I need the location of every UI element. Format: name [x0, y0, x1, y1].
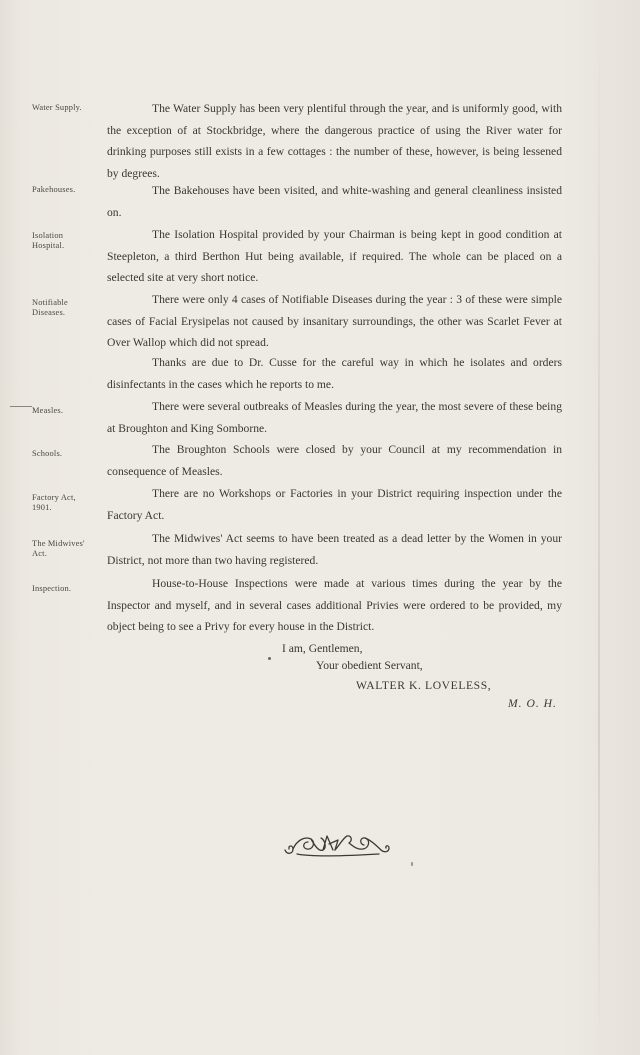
ink-speck — [268, 657, 271, 660]
paragraph-text: The Broughton Schools were closed by your Council at my recommendation in consequence of Measles. — [107, 443, 562, 478]
paragraph-schools — [107, 439, 562, 482]
decorative-flourish-icon — [283, 830, 393, 858]
paragraph-midwives-act — [107, 528, 562, 571]
margin-note-bakehouses: Pakehouses. — [32, 185, 76, 194]
margin-note-isolation-hospital: Isolation Hospital. — [32, 231, 65, 250]
paragraph-text: There were several outbreaks of Measles during the year, the most severe of these being at Broughton and King Somborne. — [107, 400, 562, 435]
paragraph-text: The Water Supply has been very plentiful through the year, and is uniformly good, with the exception of at Stockbridge, where the dangerous practice of using the River water for drinking purposes still exists in a few cottages : the number of these, however, is being lessened by degrees. — [107, 102, 562, 180]
paragraph-text: Thanks are due to Dr. Cusse for the careful way in which he isolates and orders disinfectants in the cases which he reports to me. — [107, 356, 562, 391]
signature-title: M. O. H. — [508, 697, 557, 710]
paragraph-text: The Bakehouses have been visited, and white-washing and general cleanliness insisted on. — [107, 184, 562, 219]
paragraph-inspection — [107, 573, 562, 638]
margin-pencil-mark — [10, 406, 32, 407]
margin-note-factory-act: Factory Act, 1901. — [32, 493, 76, 512]
margin-note-schools: Schools. — [32, 449, 63, 458]
paper-fold-line — [598, 0, 600, 1055]
margin-note-water-supply: Water Supply. — [32, 103, 82, 112]
paragraph-text: The Isolation Hospital provided by your Chairman is being kept in good condition at Steepleton, a third Berthon Hut being available, if required. The whole can be placed on a selected site at very short notice. — [107, 228, 562, 284]
paragraph-notifiable-diseases — [107, 289, 562, 354]
paragraph-text: House-to-House Inspections were made at various times during the year by the Inspector and myself, and in several cases additional Privies were ordered to be provided, my object being to see a Privy for every house in the District. — [107, 577, 562, 633]
signature-name: WALTER K. LOVELESS, — [356, 679, 492, 692]
paragraph-water-supply — [107, 98, 562, 184]
paragraph-isolation-hospital — [107, 224, 562, 289]
paragraph-text: There are no Workshops or Factories in your District requiring inspection under the Factory Act. — [107, 487, 562, 522]
closing-salutation: I am, Gentlemen, — [282, 642, 363, 655]
paragraph-bakehouses — [107, 180, 562, 223]
margin-note-midwives-act: The Midwives' Act. — [32, 539, 85, 558]
margin-note-notifiable-diseases: Notifiable Diseases. — [32, 298, 68, 317]
margin-note-inspection: Inspection. — [32, 584, 72, 593]
paragraph-factory-act — [107, 483, 562, 526]
ink-speck — [411, 862, 413, 866]
paragraph-measles — [107, 396, 562, 439]
paragraph-text: There were only 4 cases of Notifiable Diseases during the year : 3 of these were simple cases of Facial Erysipelas not caused by insanitary surroundings, the other was Scarlet Fever at Over Wallop which did not spread. — [107, 293, 562, 349]
paragraph-thanks — [107, 352, 562, 395]
margin-note-measles: Measles. — [32, 406, 64, 415]
closing-complimentary: Your obedient Servant, — [316, 659, 423, 672]
paragraph-text: The Midwives' Act seems to have been treated as a dead letter by the Women in your District, not more than two having registered. — [107, 532, 562, 567]
